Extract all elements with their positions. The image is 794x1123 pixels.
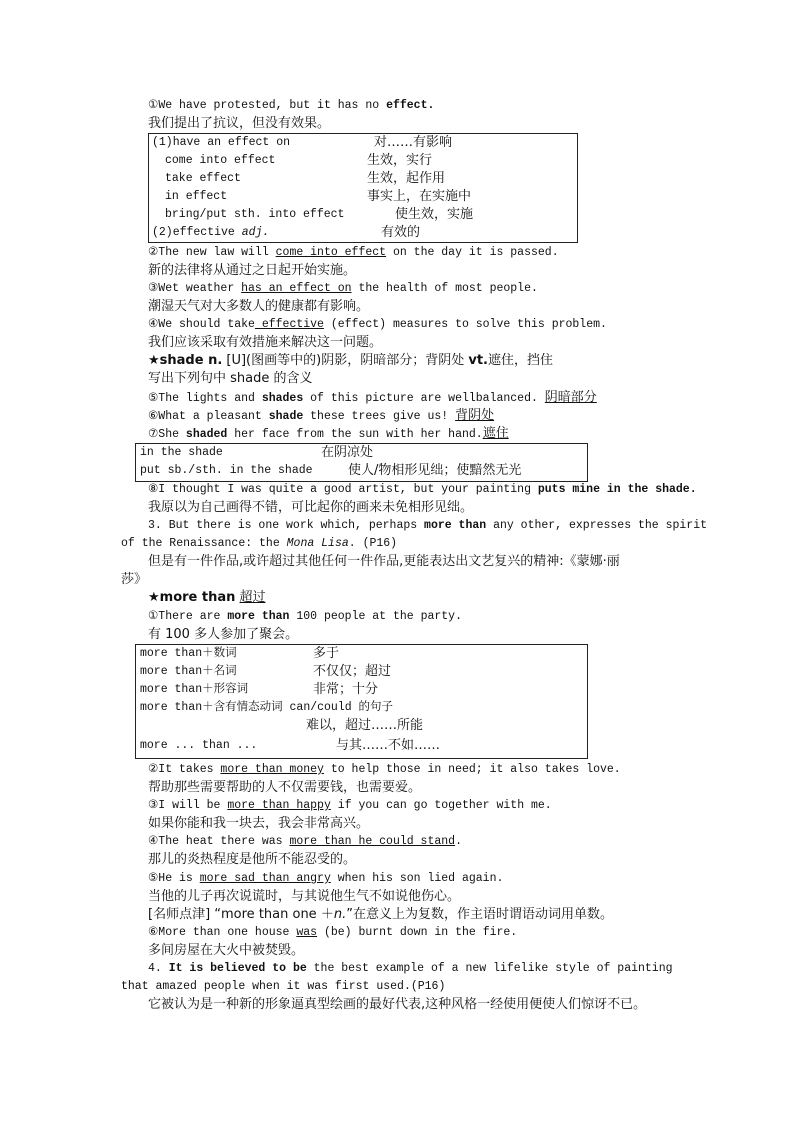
shade-example-7: ⑦She shaded her face from the sun with her hand.遮住: [148, 426, 509, 441]
more-than-example-1: ①There are more than 100 people at the party.: [148, 610, 462, 623]
more-than-phrase-box: more than＋数词 多于 more than＋名词 不仅仅；超过 more than＋形容词 非常；十分 more than＋含有情态动词 can/could 的句子 难以，超过……所能 more ... than ... 与其……不如……: [135, 644, 588, 759]
sentence-3-line-1: 3. But there is one work which, perhaps more than any other, expresses the spirit: [148, 519, 708, 532]
shade-example-8-cn: 我原以为自己画得不错，可比起你的画来未免相形见绌。: [148, 500, 474, 515]
sentence-4-line-1: 4. It is believed to be the best example of a new lifelike style of painting: [148, 962, 673, 975]
effect-example-1-cn: 我们提出了抗议，但没有效果。: [148, 116, 331, 131]
teacher-tip: [名师点津] “more than one ＋n.”在意义上为复数，作主语时谓语动词用单数。: [148, 907, 613, 922]
effect-example-2-cn: 新的法律将从通过之日起开始实施。: [148, 263, 357, 278]
more-than-example-3: ③I will be more than happy if you can go together with me.: [148, 799, 552, 812]
sentence-4-cn: 它被认为是一种新的形象逼真型绘画的最好代表,这种风格一经使用便使人们惊讶不已。: [148, 997, 647, 1012]
more-than-example-2: ②It takes more than money to help those in need; it also takes love.: [148, 763, 621, 776]
shade-example-8: ⑧I thought I was quite a good artist, but your painting puts mine in the shade.: [148, 483, 697, 496]
shade-heading: ★shade n. [U](图画等中的)阴影，阴暗部分；背阴处 vt.遮住，挡住: [148, 353, 553, 368]
shade-example-5: ⑤The lights and shades of this picture are wellbalanced. 阴暗部分: [148, 390, 597, 405]
sentence-4-line-2: that amazed people when it was first used.(P16): [121, 980, 446, 993]
effect-example-1: ①We have protested, but it has no effect.: [148, 99, 435, 112]
more-than-example-1-cn: 有 100 多人参加了聚会。: [148, 627, 299, 642]
shade-task: 写出下列句中 shade 的含义: [148, 371, 313, 386]
effect-example-3: ③Wet weather has an effect on the health of most people.: [148, 282, 538, 295]
sentence-3-line-2: of the Renaissance: the Mona Lisa. (P16): [121, 537, 398, 550]
more-than-example-6: ⑥More than one house was (be) burnt down in the fire.: [148, 926, 518, 939]
effect-example-4: ④We should take effective (effect) measures to solve this problem.: [148, 318, 607, 331]
more-than-example-5-cn: 当他的儿子再次说谎时，与其说他生气不如说他伤心。: [148, 889, 461, 904]
sentence-3-cn-2: 莎》: [121, 572, 148, 587]
shade-phrase-box: in the shade 在阴凉处 put sb./sth. in the shade 使人/物相形见绌；使黯然无光: [135, 443, 588, 482]
more-than-example-4-cn: 那儿的炎热程度是他所不能忍受的。: [148, 852, 357, 867]
shade-example-6: ⑥What a pleasant shade these trees give us! 背阴处: [148, 408, 495, 423]
effect-example-2: ②The new law will come into effect on the day it is passed.: [148, 246, 559, 259]
more-than-example-3-cn: 如果你能和我一块去，我会非常高兴。: [148, 816, 370, 831]
more-than-example-2-cn: 帮助那些需要帮助的人不仅需要钱，也需要爱。: [148, 780, 422, 795]
sentence-3-cn-1: 但是有一件作品,或许超过其他任何一件作品,更能表达出文艺复兴的精神:《蒙娜·丽: [148, 554, 620, 569]
effect-example-4-cn: 我们应该采取有效措施来解决这一问题。: [148, 335, 383, 350]
more-than-heading: ★more than 超过: [148, 590, 266, 605]
more-than-example-6-cn: 多间房屋在大火中被焚毁。: [148, 943, 305, 958]
more-than-example-5: ⑤He is more sad than angry when his son lied again.: [148, 872, 504, 885]
effect-phrase-box: (1)have an effect on 对……有影响 come into effect 生效，实行 take effect 生效，起作用 in effect 事实上，在实施中 bring/put sth. into effect 使生效，实施 (2)effective adj. 有效的: [148, 133, 578, 243]
effect-example-3-cn: 潮湿天气对大多数人的健康都有影响。: [148, 299, 370, 314]
more-than-example-4: ④The heat there was more than he could stand.: [148, 835, 462, 848]
